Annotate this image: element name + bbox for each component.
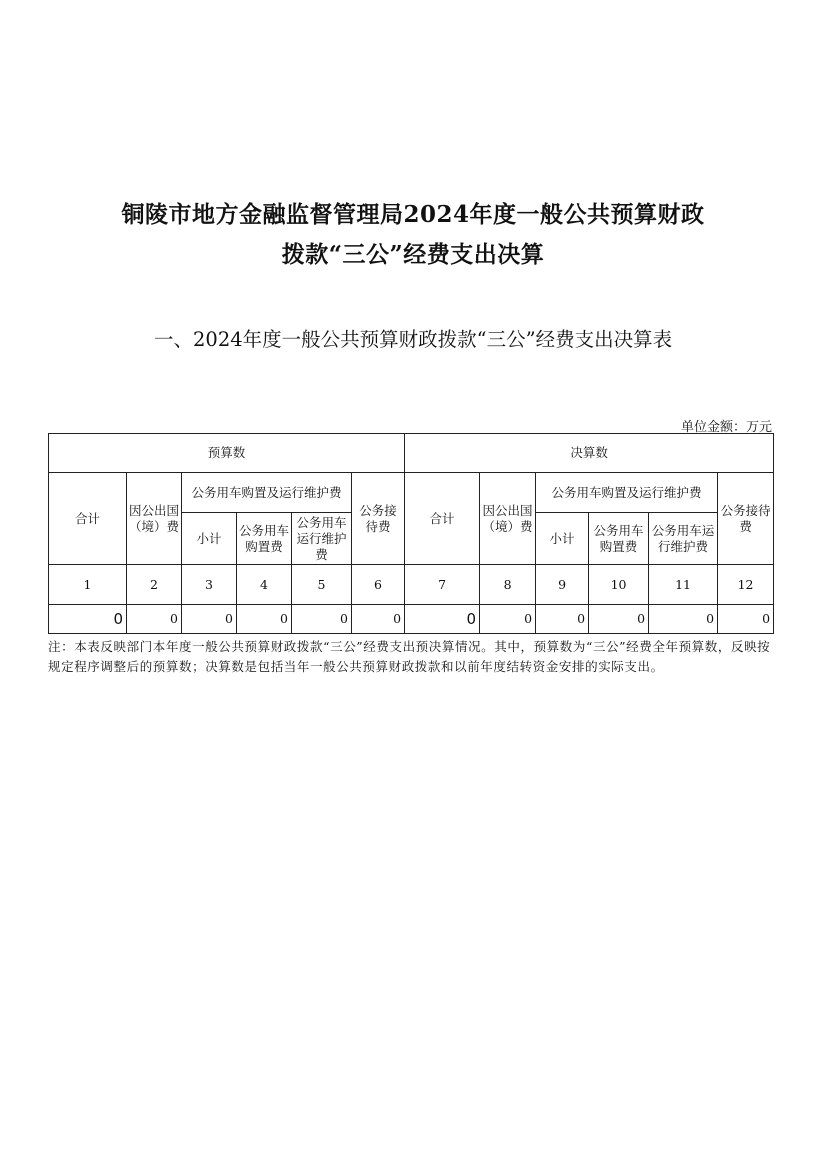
- header-budget-group: 预算数: [49, 434, 405, 473]
- column-number: 3: [182, 565, 237, 605]
- header-budget-purchase: 公务用车购置费: [237, 513, 292, 565]
- value-budget-subtotal: 0: [182, 605, 237, 634]
- column-number: 6: [352, 565, 405, 605]
- value-final-reception: 0: [718, 605, 774, 634]
- column-number: 11: [649, 565, 718, 605]
- value-final-operation: 0: [649, 605, 718, 634]
- column-number: 5: [292, 565, 352, 605]
- header-budget-reception: 公务接待费: [352, 473, 405, 565]
- column-number: 1: [49, 565, 127, 605]
- header-final-abroad: 因公出国（境）费: [480, 473, 536, 565]
- header-budget-abroad: 因公出国（境）费: [127, 473, 182, 565]
- column-number: 10: [589, 565, 649, 605]
- value-final-purchase: 0: [589, 605, 649, 634]
- document-title-line-2: 拨款“三公”经费支出决算: [281, 241, 545, 268]
- header-budget-subtotal: 小计: [182, 513, 237, 565]
- value-budget-reception: 0: [352, 605, 405, 634]
- header-budget-operation: 公务用车运行维护费: [292, 513, 352, 565]
- value-final-abroad: 0: [480, 605, 536, 634]
- value-final-total: 0: [405, 605, 480, 634]
- header-final-purchase: 公务用车购置费: [589, 513, 649, 565]
- header-budget-total: 合计: [49, 473, 127, 565]
- column-number: 2: [127, 565, 182, 605]
- header-final-total: 合计: [405, 473, 480, 565]
- document-title-line-1: 铜陵市地方金融监督管理局2024年度一般公共预算财政: [121, 201, 705, 228]
- header-final-operation: 公务用车运行维护费: [649, 513, 718, 565]
- value-budget-operation: 0: [292, 605, 352, 634]
- table-footnote: 注：本表反映部门本年度一般公共预算财政拨款“三公”经费支出预决算情况。其中，预算数为“三公”经费全年预算数，反映按规定程序调整后的预算数；决算数是包括当年一般公共预算财政拨款和以前年度结转资金安排的实际支出。: [48, 639, 771, 674]
- column-number: 12: [718, 565, 774, 605]
- value-budget-total: 0: [49, 605, 127, 634]
- header-final-reception: 公务接待费: [718, 473, 774, 565]
- value-final-subtotal: 0: [536, 605, 589, 634]
- header-final-subtotal: 小计: [536, 513, 589, 565]
- unit-label: 单位金额：万元: [680, 420, 772, 435]
- header-budget-vehicle-group: 公务用车购置及运行维护费: [182, 473, 352, 513]
- column-number: 8: [480, 565, 536, 605]
- three-public-expenses-table: [48, 433, 774, 634]
- value-budget-abroad: 0: [127, 605, 182, 634]
- column-number: 9: [536, 565, 589, 605]
- header-final-vehicle-group: 公务用车购置及运行维护费: [536, 473, 718, 513]
- value-budget-purchase: 0: [237, 605, 292, 634]
- column-number: 4: [237, 565, 292, 605]
- column-number: 7: [405, 565, 480, 605]
- section-heading: 一、2024年度一般公共预算财政拨款“三公”经费支出决算表: [154, 328, 673, 351]
- header-final-group: 决算数: [405, 434, 774, 473]
